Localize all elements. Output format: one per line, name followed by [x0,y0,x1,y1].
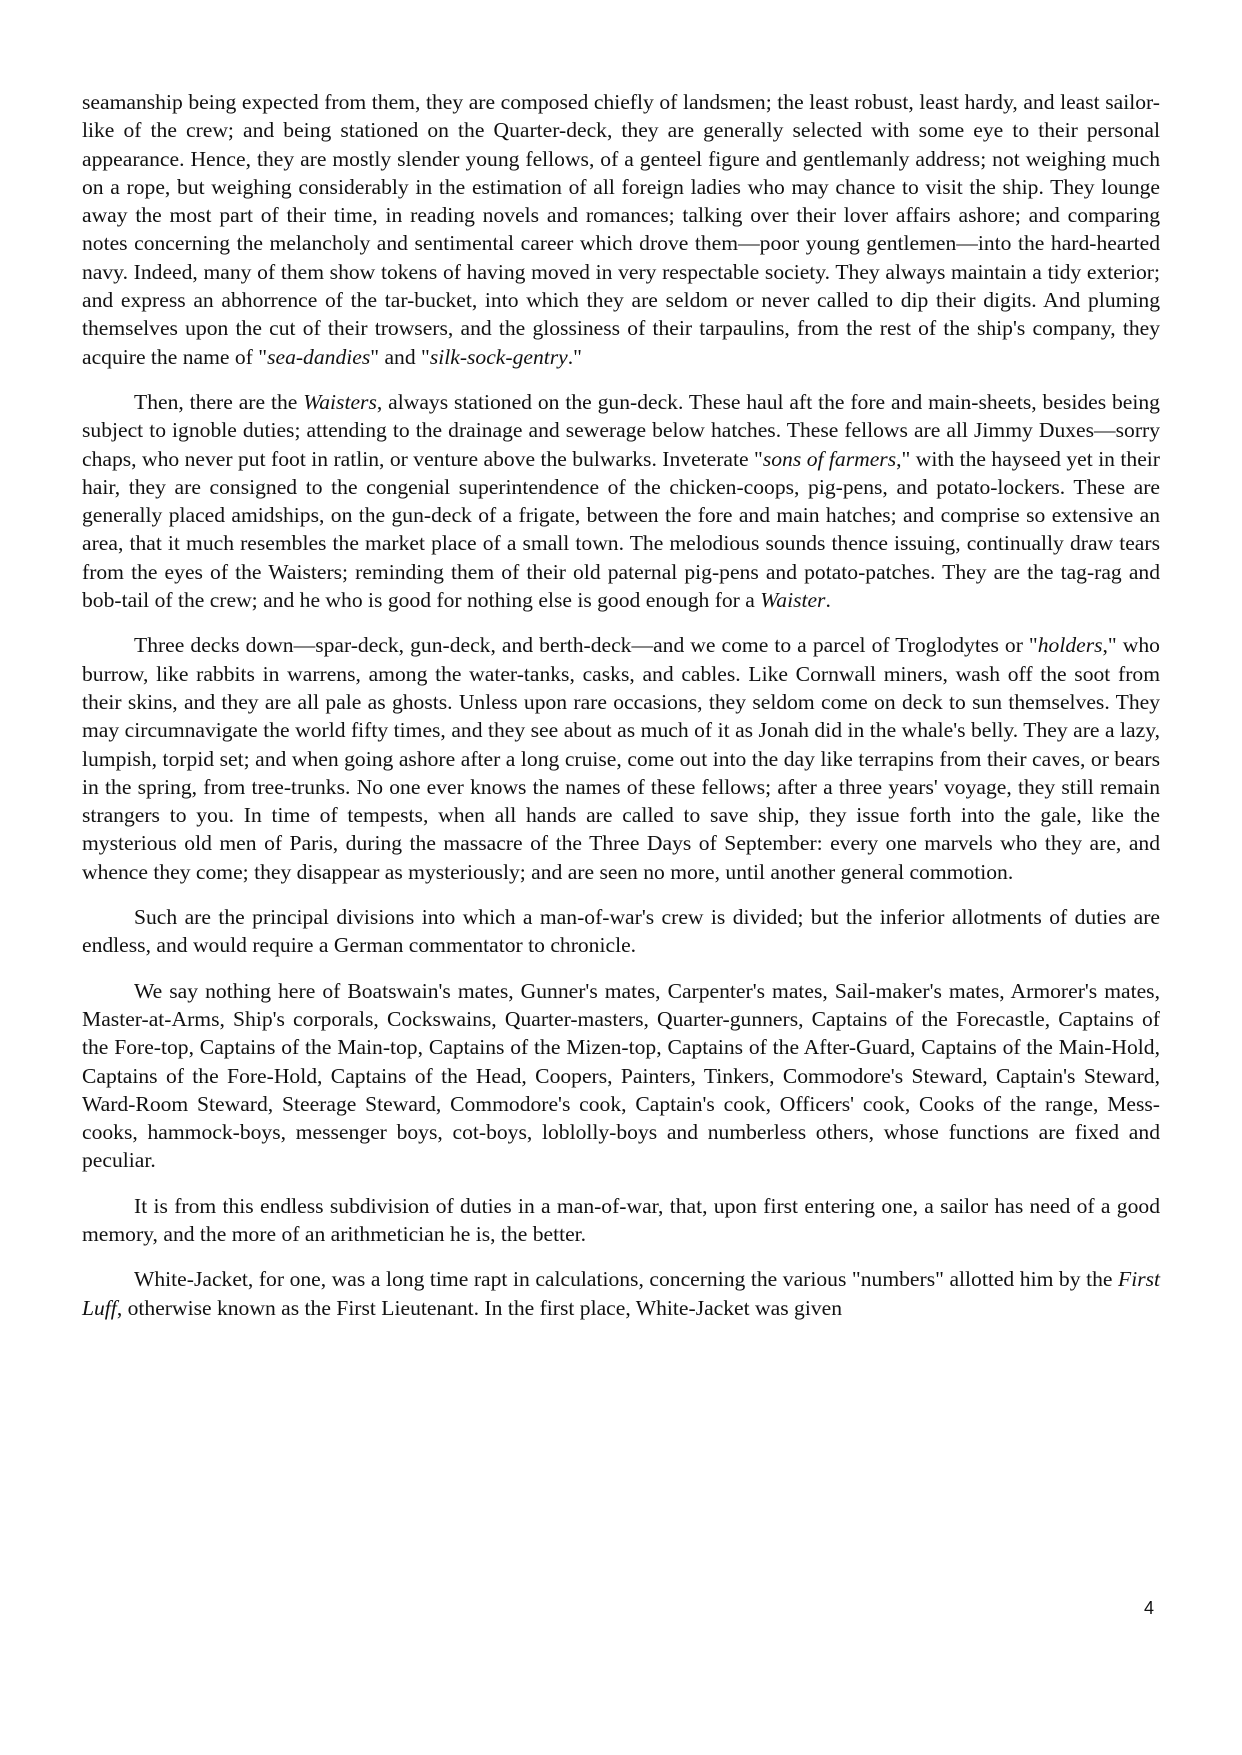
italic-term: sea-dandies [267,344,371,369]
italic-term: sons of farmers [762,446,897,471]
paragraph-white-jacket: White-Jacket, for one, was a long time rapt in calculations, concerning the various "numbers" allotted him by the First Luff, otherwise known as the First Lieutenant. In the first place, White-Jacket was given [82,1267,1160,1320]
italic-term: First Luff [82,1267,1160,1320]
paragraph-holders: Three decks down—spar-deck, gun-deck, and berth-deck—and we come to a parcel of Troglodytes or "holders," who burrow, like rabbits in warrens, among the water-tanks, casks, and cables. Like Cornwall miners, wash off the soot from their skins, and they are all pale as ghosts. Unless upon rare occasions, they seldom come on deck to sun themselves. They may circumnavigate the world fifty times, and they see about as much of it as Jonah did in the whale's belly. They are a lazy, lumpish, torpid set; and when going ashore after a long cruise, come out into the day like terrapins from their caves, or bears in the spring, from tree-trunks. No one ever knows the names of these fellows; after a three years' voyage, they still remain strangers to you. In time of tempests, when all hands are called to save ship, they issue forth into the gale, like the mysterious old men of Paris, during the massacre of the Three Days of September: every one marvels who they are, and whence they come; they disappear as mysteriously; and are seen no more, until another general commotion. [82,633,1160,884]
document-body [82,88,1160,1322]
paragraph-subdivision: It is from this endless subdivision of duties in a man-of-war, that, upon first entering one, a sailor has need of a good memory, and the more of an arithmetician he is, the better. [82,1193,1160,1246]
paragraph-marines: seamanship being expected from them, they are composed chiefly of landsmen; the least robust, least hardy, and least sailor-like of the crew; and being stationed on the Quarter-deck, they are generally selected with some eye to their personal appearance. Hence, they are mostly slender young fellows, of a genteel figure and gentlemanly address; not weighing much on a rope, but weighing considerably in the estimation of all foreign ladies who may chance to visit the ship. They lounge away the most part of their time, in reading novels and romances; talking over their lover affairs ashore; and comparing notes concerning the melancholy and sentimental career which drove them—poor young gentlemen—into the hard-hearted navy. Indeed, many of them show tokens of having moved in very respectable society. They always maintain a tidy exterior; and express an abhorrence of the tar-bucket, into which they are seldom or never called to dip their digits. And pluming themselves upon the cut of their trowsers, and the glossiness of their tarpaulins, from the rest of the ship's company, they acquire the name of "sea-dandies" and "silk-sock-gentry." [82,90,1160,369]
page-number: 4 [1143,1598,1154,1618]
italic-term: silk-sock-gentry [429,344,568,369]
paragraph-offices-list: We say nothing here of Boatswain's mates, Gunner's mates, Carpenter's mates, Sail-maker's mates, Armorer's mates, Master-at-Arms, Ship's corporals, Cockswains, Quarter-masters, Quarter-gunners, Captains of the Forecastle, Captains of the Fore-top, Captains of the Main-top, Captains of the Mizen-top, Captains of the After-Guard, Captains of the Main-Hold, Captains of the Fore-Hold, Captains of the Head, Coopers, Painters, Tinkers, Commodore's Steward, Captain's Steward, Ward-Room Steward, Steerage Steward, Commodore's cook, Captain's cook, Officers' cook, Cooks of the range, Mess-cooks, hammock-boys, messenger boys, cot-boys, loblolly-boys and numberless others, whose functions are fixed and peculiar. [82,978,1160,1173]
italic-term: Waister [760,588,826,613]
paragraph-waisters: Then, there are the Waisters, always stationed on the gun-deck. These haul aft the fore and main-sheets, besides being subject to ignoble duties; attending to the drainage and sewerage below hatches. These fellows are all Jimmy Duxes—sorry chaps, who never put foot in ratlin, or venture above the bulwarks. Inveterate "sons of farmers," with the hayseed yet in their hair, they are consigned to the congenial superintendence of the chicken-coops, pig-pens, and potato-lockers. These are generally placed amidships, on the gun-deck of a frigate, between the fore and main hatches; and comprise so extensive an area, that it much resembles the market place of a small town. The melodious sounds thence issuing, continually draw tears from the eyes of the Waisters; reminding them of their old paternal pig-pens and potato-patches. They are the tag-rag and bob-tail of the crew; and he who is good for nothing else is good enough for a Waister. [82,389,1160,613]
paragraph-divisions: Such are the principal divisions into which a man-of-war's crew is divided; but the inferior allotments of duties are endless, and would require a German commentator to chronicle. [82,905,1160,958]
italic-term: Waisters [303,389,377,414]
italic-term: holders [1037,633,1103,658]
